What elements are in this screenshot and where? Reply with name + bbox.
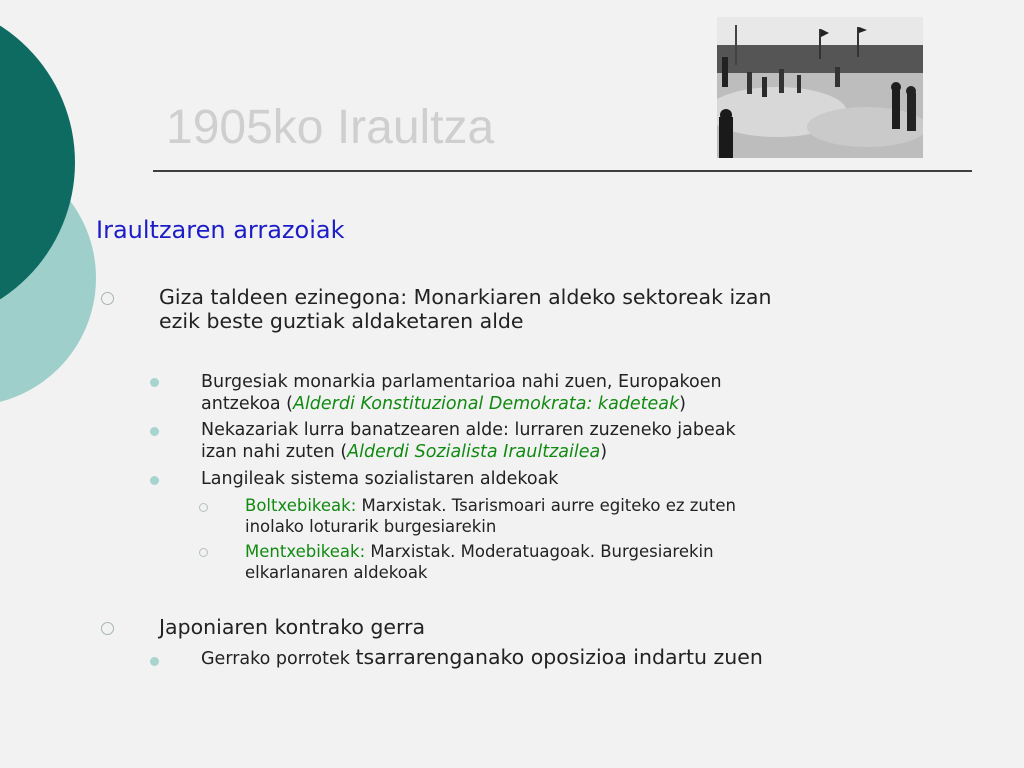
bullet-ring-icon <box>101 292 114 305</box>
party-name-kadets: Alderdi Konstituzional Demokrata: kadeteak <box>292 394 680 414</box>
item-social-unrest-line1: Giza taldeen ezinegona: Monarkiaren aldeko sektoreak izan <box>159 285 772 309</box>
item-peasants-line1: Nekazariak lurra banatzearen alde: lurraren zuzeneko jabeak <box>201 420 736 440</box>
bullet-dot-icon <box>150 476 159 485</box>
sub-bullet-ring-icon <box>199 503 208 512</box>
bullet-dot-icon <box>150 378 159 387</box>
text-segment: antzekoa ( <box>201 394 293 414</box>
mensheviks-label: Mentxebikeak: <box>245 542 366 561</box>
item-mensheviks-line1 <box>245 541 714 562</box>
text-segment: izan nahi zuten ( <box>201 442 348 462</box>
item-social-unrest-line2: ezik beste guztiak aldaketaren alde <box>159 309 524 333</box>
sub-bullet-ring-icon <box>199 548 208 557</box>
bullet-dot-icon <box>150 657 159 666</box>
bullet-ring-icon <box>101 622 114 635</box>
text-segment: Marxistak. Moderatuagoak. Burgesiarekin <box>365 542 714 561</box>
party-name-sr: Alderdi Sozialista Iraultzailea <box>347 442 601 462</box>
item-workers: Langileak sistema sozialistaren aldekoak <box>201 469 559 489</box>
slide-title: 1905ko Iraultza <box>166 101 495 154</box>
item-bourgeoisie-line1: Burgesiak monarkia parlamentarioa nahi zuen, Europakoen <box>201 372 722 392</box>
item-bolsheviks-line1 <box>245 495 736 516</box>
item-peasants-line2 <box>201 441 607 463</box>
text-segment: Gerrako porrotek <box>201 649 356 669</box>
item-mensheviks-line2: elkarlanaren aldekoak <box>245 563 428 582</box>
text-segment-large: tsarrarenganako oposizioa indartu zuen <box>355 645 763 669</box>
item-bourgeoisie-line2 <box>201 393 686 415</box>
text-segment: Marxistak. Tsarismoari aurre egiteko ez zuten <box>356 496 736 515</box>
item-war-defeat <box>201 645 763 671</box>
bolsheviks-label: Boltxebikeak: <box>245 496 357 515</box>
text-segment: ) <box>600 442 608 462</box>
bullet-dot-icon <box>150 427 159 436</box>
item-japan-war: Japoniaren kontrako gerra <box>159 615 426 639</box>
section-heading: Iraultzaren arrazoiak <box>96 216 345 244</box>
item-bolsheviks-line2: inolako loturarik burgesiarekin <box>245 517 497 536</box>
text-segment: ) <box>679 394 686 414</box>
